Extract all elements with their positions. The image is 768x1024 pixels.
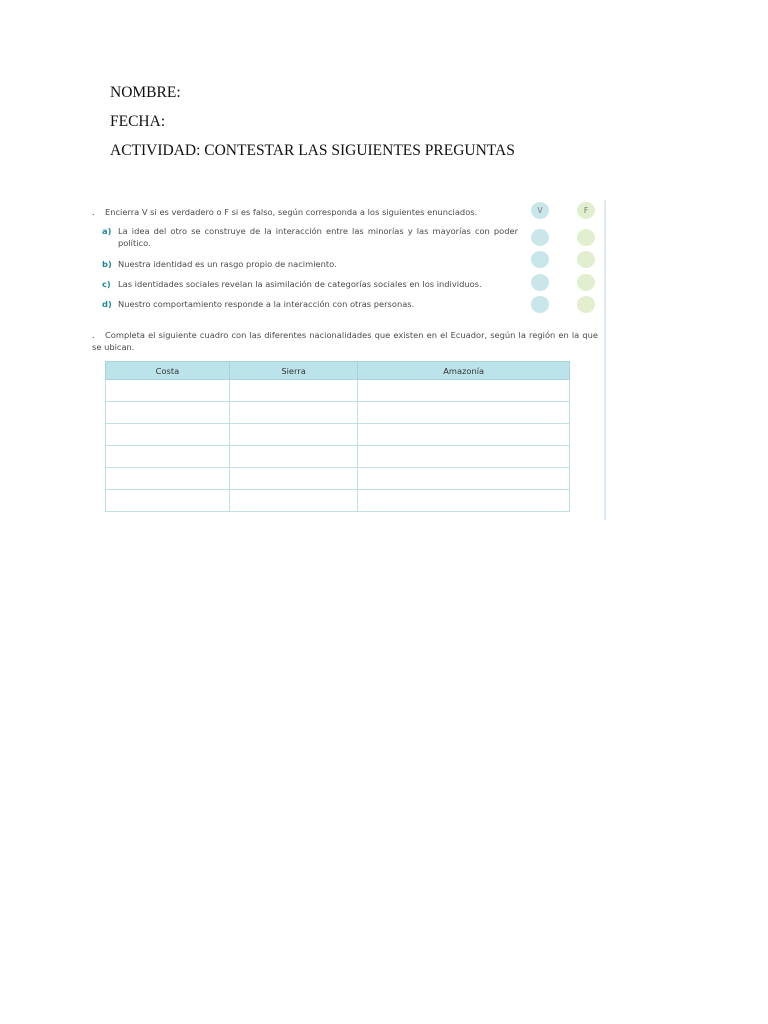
margin-bar bbox=[604, 200, 606, 520]
table-cell[interactable] bbox=[106, 380, 230, 402]
question-1-text: Encierra V si es verdadero o F si es falso, según corresponda a los siguientes enunciados. bbox=[105, 207, 478, 217]
worksheet-image bbox=[92, 200, 607, 520]
statement-b-text: Nuestra identidad es un rasgo propio de nacimiento. bbox=[118, 259, 337, 269]
statement-d-letter: d) bbox=[102, 299, 112, 309]
actividad-label: ACTIVIDAD: CONTESTAR LAS SIGUIENTES PREGUNTAS bbox=[110, 142, 515, 159]
table-row bbox=[106, 402, 570, 424]
document-header bbox=[110, 84, 515, 171]
question-2-text: Completa el siguiente cuadro con las diferentes nacionalidades que existen en el Ecuador, según la región en la que se ubican. bbox=[92, 330, 598, 352]
statement-d-text: Nuestro comportamiento responde a la interacción con otras personas. bbox=[118, 299, 415, 309]
nombre-label: NOMBRE: bbox=[110, 84, 181, 101]
statement-c-true-circle[interactable] bbox=[531, 274, 549, 291]
question-2-bullet: . bbox=[92, 330, 95, 340]
statement-b-false-circle[interactable] bbox=[577, 251, 595, 268]
table-cell[interactable] bbox=[106, 468, 230, 490]
table-cell[interactable] bbox=[229, 468, 357, 490]
statement-b-letter: b) bbox=[102, 259, 112, 269]
statement-c-false-circle[interactable] bbox=[577, 274, 595, 291]
table-row bbox=[106, 446, 570, 468]
table-cell[interactable] bbox=[358, 468, 570, 490]
table-cell[interactable] bbox=[358, 380, 570, 402]
table-cell[interactable] bbox=[358, 424, 570, 446]
statement-d-false-circle[interactable] bbox=[577, 296, 595, 313]
statement-a-false-circle[interactable] bbox=[577, 229, 595, 246]
column-header-sierra: Sierra bbox=[229, 362, 357, 380]
statement-c-letter: c) bbox=[102, 279, 111, 289]
column-header-amazonia: Amazonía bbox=[358, 362, 570, 380]
question-1-bullet: . bbox=[92, 207, 95, 217]
true-header-badge: V bbox=[531, 202, 549, 219]
question-1-instruction bbox=[92, 207, 477, 217]
statement-a-text: La idea del otro se construye de la interacción entre las minorías y las mayorías con poder político. bbox=[118, 226, 518, 248]
table-row bbox=[106, 424, 570, 446]
table-row bbox=[106, 380, 570, 402]
regions-table bbox=[105, 361, 570, 512]
table-header-row bbox=[106, 362, 570, 380]
table-cell[interactable] bbox=[358, 490, 570, 512]
statement-d-true-circle[interactable] bbox=[531, 296, 549, 313]
false-header-badge: F bbox=[577, 202, 595, 219]
question-2-instruction bbox=[92, 329, 598, 353]
table-cell[interactable] bbox=[229, 380, 357, 402]
table-cell[interactable] bbox=[106, 490, 230, 512]
table-cell[interactable] bbox=[358, 446, 570, 468]
table-cell[interactable] bbox=[229, 490, 357, 512]
table-cell[interactable] bbox=[106, 402, 230, 424]
table-cell[interactable] bbox=[358, 402, 570, 424]
table-cell[interactable] bbox=[106, 424, 230, 446]
fecha-label: FECHA: bbox=[110, 113, 166, 130]
column-header-costa: Costa bbox=[106, 362, 230, 380]
statement-c-text: Las identidades sociales revelan la asimilación de categorías sociales en los individuos. bbox=[118, 279, 482, 289]
table-row bbox=[106, 468, 570, 490]
statement-a-true-circle[interactable] bbox=[531, 229, 549, 246]
table-cell[interactable] bbox=[229, 446, 357, 468]
statement-b-true-circle[interactable] bbox=[531, 251, 549, 268]
table-row bbox=[106, 490, 570, 512]
statement-a-letter: a) bbox=[102, 226, 112, 236]
table-cell[interactable] bbox=[229, 402, 357, 424]
table-cell[interactable] bbox=[106, 446, 230, 468]
table-cell[interactable] bbox=[229, 424, 357, 446]
